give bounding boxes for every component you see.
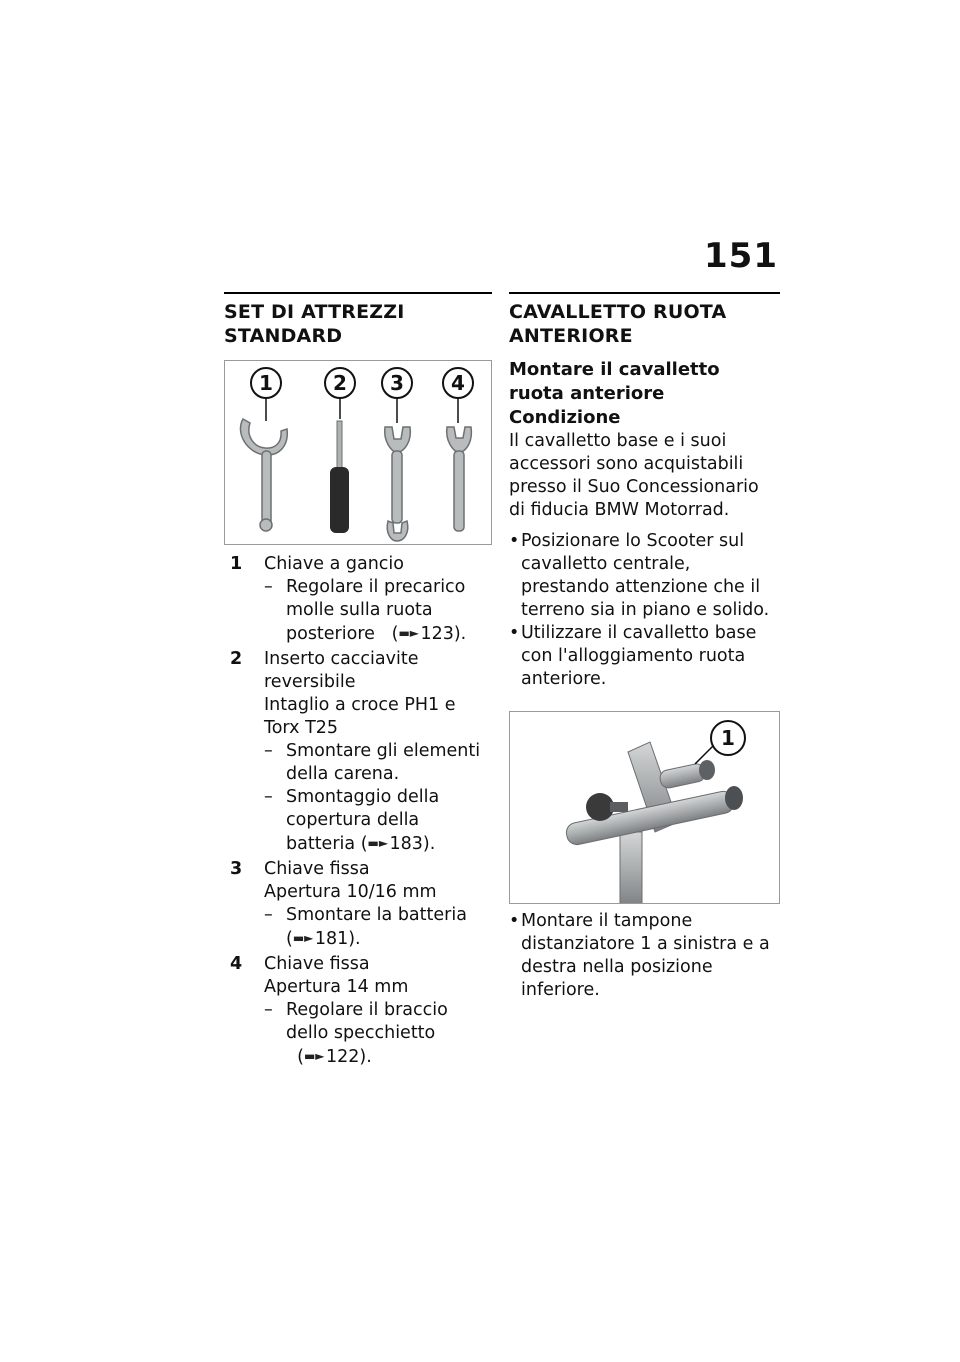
instruction-text: Posizionare lo Scooter sul cavalletto centrale, prestando attenzione che il terreno sia in piano e solido.: [521, 531, 770, 620]
reference-arrow-icon: ▬►: [303, 1049, 325, 1063]
tool-name: Chiave a gancio: [264, 554, 404, 574]
tool-item: [224, 648, 492, 856]
tool-spec: Apertura 10/16 mm: [264, 882, 437, 902]
tool-spec: Intaglio a croce PH1 e Torx T25: [264, 695, 456, 738]
instruction-item: [509, 530, 780, 622]
usage-text: Regolare il braccio dello specchietto: [286, 1000, 448, 1043]
tool-number: 4: [230, 954, 243, 974]
dash-icon: –: [264, 787, 273, 807]
subsection-heading: Montare il cavalletto ruota anteriore: [509, 359, 720, 404]
callout-label-1: 1: [259, 371, 273, 395]
usage-text: Smontare gli elementi della carena.: [286, 741, 481, 784]
tool-list: [224, 553, 492, 1069]
tool-usage: [264, 999, 492, 1069]
tool-item: [224, 953, 492, 1069]
dash-icon: –: [264, 577, 273, 597]
open-wrench-icon: [385, 427, 411, 541]
spacer-pad-icon: [659, 760, 715, 789]
tool-number: 1: [230, 554, 243, 574]
dash-icon: –: [264, 1000, 273, 1020]
page-number: 151: [704, 236, 778, 276]
page-reference-link[interactable]: (▬►183).: [360, 834, 436, 854]
instruction-item: [509, 622, 780, 691]
left-column: [224, 292, 492, 1069]
callout-label: 1: [721, 726, 735, 750]
instruction-item: [509, 910, 780, 1002]
callout-label-3: 3: [390, 371, 404, 395]
page-reference-link[interactable]: (▬►181).: [286, 929, 361, 949]
section-heading: SET DI ATTREZZI STANDARD: [224, 301, 405, 347]
tool-spec: Apertura 14 mm: [264, 977, 409, 997]
tools-figure: [224, 360, 492, 545]
section-rule: [224, 292, 492, 294]
condition-text: Il cavalletto base e i suoi accessori sono acquistabili presso il Suo Concessionario di fiducia BMW Motorrad.: [509, 431, 759, 520]
tool-item: [224, 553, 492, 646]
hook-wrench-icon: [240, 419, 287, 531]
tool-name: Chiave fissa: [264, 859, 370, 879]
instruction-text: Utilizzare il cavalletto base con l'alloggiamento ruota anteriore.: [521, 623, 757, 689]
instruction-text: Montare il tampone distanziatore 1 a sinistra e a destra nella posizione inferiore.: [521, 911, 770, 1000]
usage-text: Smontaggio della copertura della batteria: [286, 787, 440, 854]
tool-number: 2: [230, 649, 243, 669]
stand-illustration: [510, 712, 779, 903]
open-wrench-14-icon: [447, 427, 472, 531]
tool-name: Inserto cacciavite reversibile: [264, 649, 419, 692]
page-reference-link[interactable]: (▬►122).: [297, 1047, 372, 1067]
tool-usage: [264, 786, 492, 856]
tool-usage: [264, 576, 492, 646]
tool-number: 3: [230, 859, 243, 879]
tool-item: [224, 858, 492, 951]
screwdriver-icon: [330, 421, 349, 533]
bullet-icon: •: [509, 911, 520, 931]
instruction-list: [509, 530, 780, 691]
page-reference-link[interactable]: (▬►123).: [391, 624, 467, 644]
tools-illustration: [225, 361, 491, 544]
tool-usage: [264, 740, 492, 786]
tool-name: Chiave fissa: [264, 954, 370, 974]
right-column: [509, 292, 780, 1002]
section-rule: [509, 292, 780, 294]
bullet-icon: •: [509, 531, 520, 551]
reference-arrow-icon: ▬►: [367, 836, 389, 850]
usage-text: Smontare la batteria: [286, 905, 467, 925]
dash-icon: –: [264, 905, 273, 925]
tool-usage: [264, 904, 492, 951]
bullet-icon: •: [509, 623, 520, 643]
reference-arrow-icon: ▬►: [398, 626, 420, 640]
callout-label-4: 4: [451, 371, 465, 395]
usage-text: Regolare il precarico molle sulla ruota posteriore: [286, 577, 466, 644]
reference-arrow-icon: ▬►: [292, 931, 314, 945]
stand-figure: [509, 711, 780, 904]
dash-icon: –: [264, 741, 273, 761]
callout-label-2: 2: [333, 371, 347, 395]
section-heading: CAVALLETTO RUOTA ANTERIORE: [509, 301, 727, 347]
condition-label: Condizione: [509, 407, 621, 428]
